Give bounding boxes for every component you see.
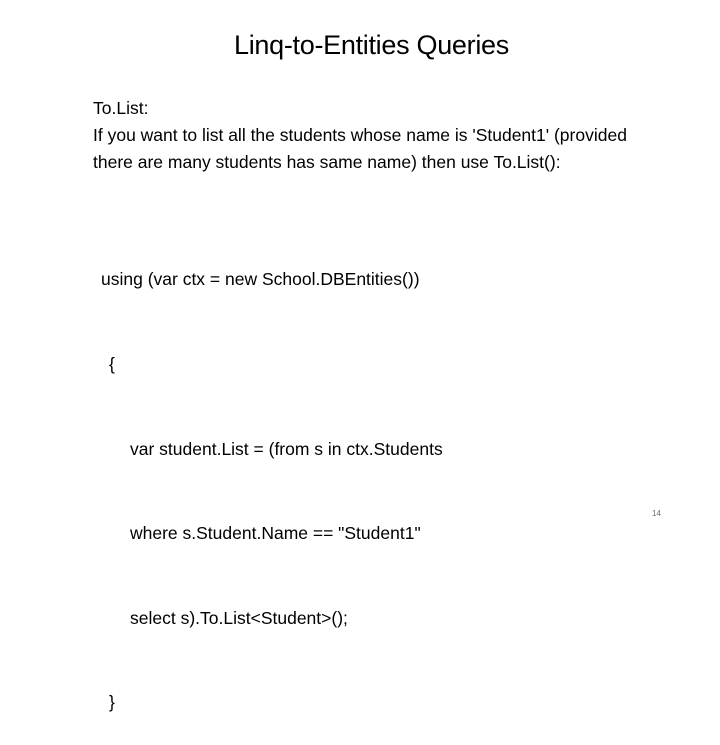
code-sample xyxy=(101,209,443,745)
section-heading: To.List: xyxy=(93,98,149,118)
code-line: var student.List = (from s in ctx.Students xyxy=(130,438,443,459)
slide-title: Linq-to-Entities Queries xyxy=(234,30,509,60)
code-line: select s).To.List<Student>(); xyxy=(130,607,348,628)
page-number: 14 xyxy=(652,509,661,518)
code-line: using (var ctx = new School.DBEntities()) xyxy=(101,269,420,290)
description-block xyxy=(93,95,703,176)
code-line: } xyxy=(109,692,115,713)
description-line-2: there are many students has same name) then use To.List(): xyxy=(93,152,561,172)
code-line: where s.Student.Name == "Student1" xyxy=(130,523,421,544)
code-line: { xyxy=(109,354,115,374)
description-line-1: If you want to list all the students whose name is 'Student1' (provided xyxy=(93,125,627,145)
